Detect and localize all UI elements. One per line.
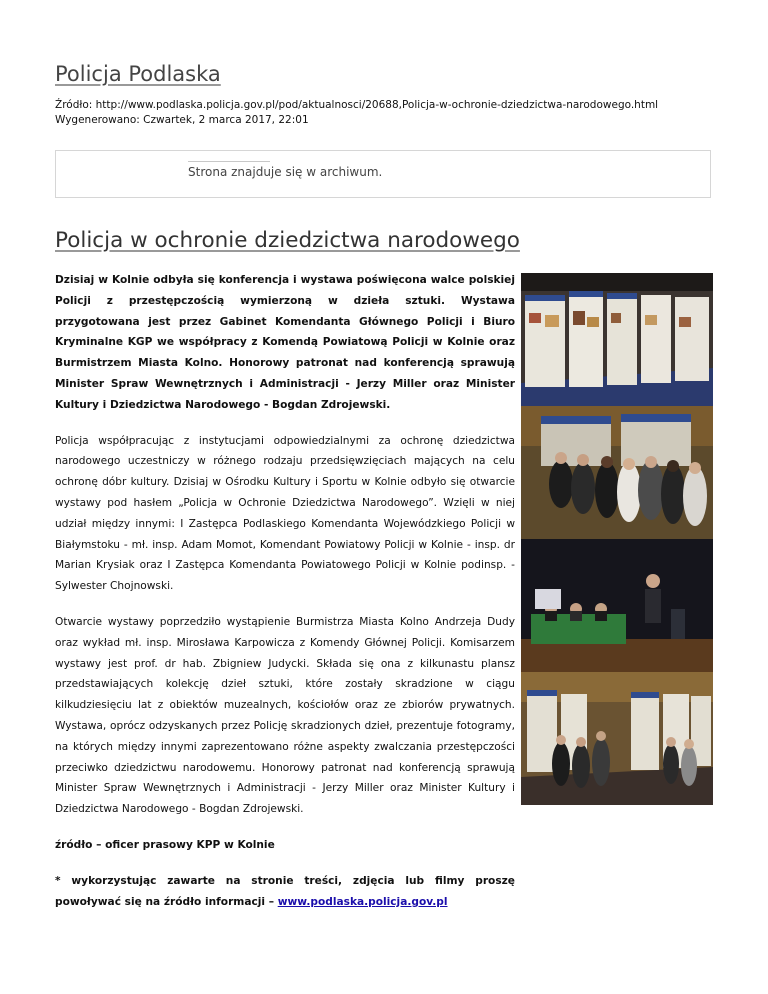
photo-visitors[interactable] [521,406,713,539]
photo-exhibition-hall[interactable] [521,672,713,805]
site-title: Policja Podlaska [55,62,221,86]
article-paragraph: Policja współpracując z instytucjami odpowiedzialnymi za ochronę dziedzictwa narodowego uczestniczy w różnego rodzaju przedsięwzięciach mających na celu ochronę dóbr kultury. Dzisiaj w Ośrodku Kultury i Sportu w Kolnie odbyło się otwarcie wystawy pod hasłem „Policja w Ochronie Dziedzictwa Narodowego”. Wzięli w niej udział między innymi: I Zastępca Podlaskiego Komendanta Wojewódzkiego Policji w Białymstoku - mł. insp. Adam Momot, Komendant Powiatowy Policji w Kolnie - insp. dr Marian Krysiak oraz I Zastępca Komendanta Powiatowego Policji w Kolnie podinsp. - Sylwester Chojnowski. [55,434,515,593]
source-note: źródło – oficer prasowy KPP w Kolnie [55,838,275,851]
archive-notice: Strona znajduje się w archiwum. [188,165,383,179]
article-lead: Dzisiaj w Kolnie odbyła się konferencja i wystawa poświęcona walce polskiej Policji z przestępczością wymierzoną w dzieła sztuki. Wystawa przygotowana jest przez Gabinet Komendanta Głównego Policji i Biuro Kryminalne KGP we współpracy z Komendą Powiatową Policji w Kolnie oraz Burmistrzem Miasta Kolno. Honorowy patronat nad konferencją sprawują Minister Spraw Wewnętrznych i Administracji - Jerzy Miller oraz Minister Kultury i Dziedzictwa Narodowego - Bogdan Zdrojewski. [55,274,515,411]
archive-divider [188,161,270,162]
photo-conference-stage-image [521,539,713,672]
source-url: Źródło: http://www.podlaska.policja.gov.pl/pod/aktualnosci/20688,Policja-w-ochronie-dziedzictwa-narodowego.html [55,99,659,111]
photo-exhibition-hall-image [521,672,713,805]
source-link[interactable]: www.podlaska.policja.gov.pl [277,895,448,908]
photo-conference-stage[interactable] [521,539,713,672]
photo-visitors-image [521,406,713,539]
photo-exhibition-panels[interactable] [521,273,713,406]
article-body [55,270,515,927]
page-meta [55,98,725,128]
article-paragraph: Otwarcie wystawy poprzedziło wystąpienie Burmistrza Miasta Kolno Andrzeja Dudy oraz wykład mł. insp. Mirosława Karpowicza z Komendy Głównej Policji. Komisarzem wystawy jest prof. dr hab. Zbigniew Judycki. Składa się ona z kilkunastu plansz przedstawiających kolekcję dzieł sztuki, które zostały skradzione w ciągu kilkudziesięciu lat z obiektów muzealnych, kościołów oraz ze zbiorów prywatnych. Wystawa, oprócz odzyskanych przez Policję skradzionych dzieł, prezentuje fotogramy, na których między innymi zaprezentowano różne aspekty zwalczania przestępczości przeciwko dziedzictwu narodowemu. Honorowy patronat nad konferencją sprawują Minister Spraw Wewnętrznych i Administracji - Jerzy Miller oraz Minister Kultury i Dziedzictwa Narodowego - Bogdan Zdrojewski. [55,615,515,816]
archive-notice-box [55,150,711,198]
footer-note [55,871,515,913]
photo-exhibition-panels-image [521,273,713,406]
article-title: Policja w ochronie dziedzictwa narodowego [55,228,520,253]
footer-note-text: * wykorzystując zawarte na stronie treści, zdjęcia lub filmy proszę powoływać się na źródło informacji – [55,874,515,908]
generated-date: Wygenerowano: Czwartek, 2 marca 2017, 22:01 [55,114,309,126]
